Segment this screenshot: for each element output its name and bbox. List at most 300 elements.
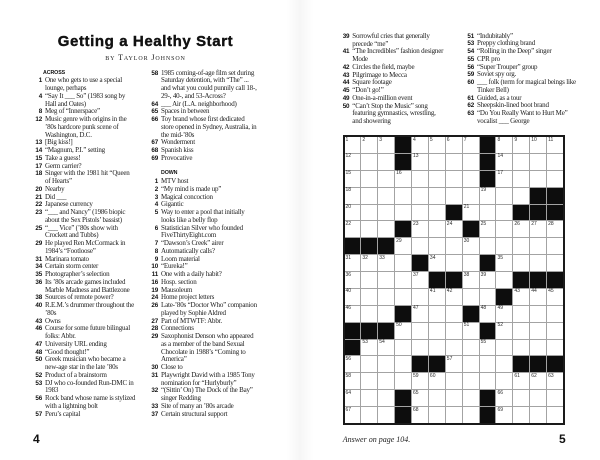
grid-cell <box>480 306 496 322</box>
clue-number: 53 <box>467 40 474 48</box>
down-clue <box>147 302 258 318</box>
clue-number: 1 <box>38 77 42 85</box>
grid-cell <box>446 154 462 170</box>
clue-number: 19 <box>151 286 158 294</box>
clue-text: Gigantic <box>161 200 184 209</box>
grid-cell <box>496 306 512 322</box>
grid-cell <box>361 221 377 237</box>
clue-text: Hosp. section <box>161 277 197 286</box>
grid-cell <box>547 154 563 170</box>
black-square <box>412 356 428 372</box>
clue-number: 61 <box>467 94 474 102</box>
black-square <box>496 289 512 305</box>
clue-number: 65 <box>151 108 158 116</box>
grid-cell <box>361 289 377 305</box>
clue-number: 16 <box>151 278 158 286</box>
cell-number: 22 <box>345 220 352 227</box>
cell-number: 33 <box>379 254 385 261</box>
clue-text: “The Incredibles” fashion designer Mode <box>352 47 444 64</box>
grid-cell <box>345 171 361 187</box>
grid-cell <box>463 356 479 372</box>
grid-cell <box>496 137 512 153</box>
grid-cell <box>530 255 546 271</box>
cell-number: 15 <box>345 170 352 177</box>
grid-cell <box>361 306 377 322</box>
grid-cell <box>530 289 546 305</box>
grid-cell <box>530 390 546 406</box>
cell-number: 44 <box>531 288 537 295</box>
black-square <box>395 390 411 406</box>
clue-text: Music genre with origins in the ’80s hardcore punk scene of Washington, D.C. <box>45 115 127 139</box>
grid-cell <box>496 272 512 288</box>
cell-number: 12 <box>345 153 352 160</box>
grid-cell <box>446 221 462 237</box>
clue-number: 8 <box>38 108 42 116</box>
cell-number: 46 <box>345 305 352 312</box>
black-square <box>345 238 361 254</box>
cell-number: 43 <box>514 288 520 295</box>
grid-cell <box>345 188 361 204</box>
grid-cell <box>412 205 428 221</box>
down-clue <box>463 110 578 126</box>
grid-cell <box>547 137 563 153</box>
black-square <box>361 323 377 339</box>
grid-cell <box>547 171 563 187</box>
cell-number: 39 <box>480 271 487 278</box>
grid-cell <box>361 154 377 170</box>
across-clue <box>31 240 136 256</box>
clue-text: “Do You Really Want to Hurt Me” vocalist ___ George <box>477 109 568 125</box>
clue-text: Toy brand whose first dedicated store opened in Sydney, Australia, in the mid-’80s <box>161 115 257 139</box>
clue-text: Site of many an ’80s arcade <box>161 401 234 410</box>
black-square <box>463 221 479 237</box>
clue-text: Way to enter a pool that initially looks like a belly flop <box>161 208 245 224</box>
black-square <box>395 221 411 237</box>
clue-text: Rock band whose name is stylized with a lightning bolt <box>45 394 136 410</box>
cell-number: 26 <box>514 220 520 227</box>
grid-cell <box>395 255 411 271</box>
grid-cell <box>429 390 445 406</box>
clue-text: “Eureka!” <box>161 262 188 271</box>
clue-text: One who gets to use a special lounge, perhaps <box>45 76 123 93</box>
across-clue <box>147 116 258 139</box>
clue-column-3 <box>338 33 445 126</box>
grid-cell <box>345 407 361 423</box>
grid-cell <box>395 171 411 187</box>
black-square <box>395 407 411 423</box>
grid-cell <box>378 373 394 389</box>
grid-cell <box>345 154 361 170</box>
grid-cell <box>412 323 428 339</box>
cell-number: 3 <box>379 136 383 143</box>
clue-number: 64 <box>151 100 158 108</box>
grid-cell <box>429 171 445 187</box>
grid-cell <box>429 137 445 153</box>
cell-number: 18 <box>345 187 352 194</box>
grid-cell <box>361 171 377 187</box>
cell-number: 68 <box>413 406 419 413</box>
clue-text: “Say It ___ So” (1983 song by Hall and Oates) <box>45 91 126 108</box>
grid-cell <box>446 340 462 356</box>
puzzle-title: Getting a Healthy Start <box>57 33 234 50</box>
grid-cell <box>496 154 512 170</box>
clue-text: Sheepskin-lined boot brand <box>477 101 549 110</box>
cell-number: 56 <box>345 355 352 362</box>
black-square <box>513 272 529 288</box>
clue-text: Late-’80s “Doctor Who” companion played by Sophie Aldred <box>161 301 257 317</box>
across-clue <box>31 279 136 295</box>
down-clue <box>147 209 258 225</box>
grid-cell <box>361 272 377 288</box>
cell-number: 37 <box>413 271 419 278</box>
grid-cell <box>361 255 377 271</box>
black-square <box>480 171 496 187</box>
grid-cell <box>446 390 462 406</box>
clue-text: “Super Trouper” group <box>477 62 538 71</box>
page-number: 4 <box>33 431 40 446</box>
grid-cell <box>480 238 496 254</box>
clue-text: Wonderment <box>161 138 195 147</box>
down-heading: DOWN <box>161 170 178 177</box>
cell-number: 38 <box>463 271 470 278</box>
grid-cell <box>547 306 563 322</box>
grid-cell <box>429 238 445 254</box>
clue-text: Home project letters <box>161 293 215 302</box>
across-clue <box>31 302 136 318</box>
clue-column-1 <box>31 70 136 419</box>
clue-text: Magical concoction <box>161 192 213 201</box>
clue-text: [Big kiss!] <box>45 138 73 147</box>
cell-number: 23 <box>413 220 419 227</box>
clue-number: 62 <box>467 102 474 110</box>
cell-number: 19 <box>480 187 487 194</box>
clue-number: 51 <box>467 32 474 40</box>
cell-number: 36 <box>345 271 352 278</box>
clue-number: 56 <box>35 395 42 403</box>
grid-cell <box>361 390 377 406</box>
grid-cell <box>412 221 428 237</box>
black-square <box>513 356 529 372</box>
clue-text: Germ carrier? <box>45 161 82 170</box>
clue-text: R.E.M.’s drummer throughout the ’80s <box>45 301 135 317</box>
clue-text: Certain storm center <box>45 262 99 271</box>
grid-cell <box>361 188 377 204</box>
clue-number: 48 <box>35 348 42 356</box>
across-clue <box>31 116 136 139</box>
cell-number: 58 <box>345 372 352 379</box>
grid-cell <box>513 306 529 322</box>
clue-number: 17 <box>35 162 42 170</box>
grid-cell <box>378 137 394 153</box>
grid-cell <box>395 205 411 221</box>
grid-cell <box>412 171 428 187</box>
grid-cell <box>446 238 462 254</box>
cell-number: 21 <box>463 204 470 211</box>
clue-text: Singer with the 1981 hit “Queen of Hearts” <box>45 169 130 186</box>
grid-cell <box>463 272 479 288</box>
grid-cell <box>378 255 394 271</box>
grid-cell <box>480 373 496 389</box>
grid-cell <box>513 340 529 356</box>
across-clue-list-part-2 <box>147 70 258 163</box>
down-clue <box>147 372 258 388</box>
grid-cell <box>513 154 529 170</box>
clue-text: Soviet spy org. <box>477 70 517 79</box>
clue-number: 50 <box>35 356 42 364</box>
clue-number: 30 <box>151 364 158 372</box>
clue-number: 25 <box>35 224 42 232</box>
black-square <box>513 205 529 221</box>
cell-number: 52 <box>497 322 504 329</box>
clue-number: 49 <box>342 94 350 102</box>
clue-text: “Indubitably” <box>477 31 513 40</box>
clue-number: 12 <box>35 116 42 124</box>
clue-number: 41 <box>342 48 350 56</box>
grid-cell <box>513 289 529 305</box>
clue-number: 45 <box>342 87 350 95</box>
grid-cell <box>395 289 411 305</box>
grid-cell <box>378 171 394 187</box>
clue-text: Provocative <box>161 153 193 162</box>
clue-number: 29 <box>35 240 42 248</box>
clue-column-4 <box>463 33 578 126</box>
cell-number: 1 <box>345 136 349 143</box>
grid-cell <box>513 373 529 389</box>
clue-number: 28 <box>151 325 158 333</box>
clue-number: 4 <box>154 201 158 209</box>
cell-number: 57 <box>446 355 453 362</box>
cell-number: 53 <box>362 339 368 346</box>
grid-cell <box>480 289 496 305</box>
grid-cell <box>361 373 377 389</box>
grid-cell <box>530 154 546 170</box>
grid-cell <box>496 340 512 356</box>
clue-text: “Don’t go!” <box>352 86 384 95</box>
clue-text: “___ and Nancy” (1986 biopic about the Sex Pistols’ bassist) <box>45 208 126 224</box>
across-clue <box>31 356 136 372</box>
black-square <box>480 407 496 423</box>
grid-cell <box>530 221 546 237</box>
cell-number: 59 <box>413 372 419 379</box>
clue-text: One with a daily habit? <box>161 270 222 279</box>
cell-number: 29 <box>396 237 402 244</box>
clue-number: 10 <box>151 263 158 271</box>
grid-cell <box>496 356 512 372</box>
grid-cell <box>496 373 512 389</box>
grid-cell <box>446 306 462 322</box>
cell-number: 64 <box>345 389 352 396</box>
cell-number: 27 <box>531 220 537 227</box>
clue-number: 38 <box>35 294 42 302</box>
cell-number: 6 <box>446 136 450 143</box>
answer-note: Answer on page 104. <box>342 434 411 444</box>
clue-number: 20 <box>35 185 42 193</box>
grid-cell <box>361 340 377 356</box>
down-clue <box>463 79 578 95</box>
grid-cell <box>446 323 462 339</box>
cell-number: 50 <box>396 322 402 329</box>
clue-number: 31 <box>35 255 42 263</box>
grid-cell <box>463 289 479 305</box>
clue-number: 54 <box>467 48 474 55</box>
cell-number: 55 <box>480 339 487 346</box>
down-clue-list-part-1 <box>147 178 258 418</box>
clue-text: “Good thought!” <box>45 347 90 356</box>
down-clue <box>338 33 445 49</box>
clue-text: “Magnum, P.I.” setting <box>45 146 105 155</box>
down-clue <box>338 48 445 64</box>
clue-text: 1985 coming-of-age film set during Saturday detention, with “The” ... and what you could punnily call 18-, 29-, 40-, and 53-Across? <box>161 68 257 100</box>
across-clue <box>31 225 136 241</box>
clue-number: 42 <box>342 63 350 71</box>
grid-cell <box>463 255 479 271</box>
black-square <box>480 137 496 153</box>
grid-cell <box>446 171 462 187</box>
right-page <box>300 0 600 460</box>
black-square <box>530 272 546 288</box>
clue-number: 15 <box>35 154 42 162</box>
clue-number: 13 <box>35 139 42 147</box>
cell-number: 61 <box>514 372 520 379</box>
clue-number: 43 <box>342 71 350 79</box>
clue-text: Meg of “Innerspace” <box>45 107 100 116</box>
clue-number: 46 <box>35 325 42 333</box>
grid-cell <box>513 238 529 254</box>
clue-number: 18 <box>35 170 42 178</box>
clue-number: 35 <box>35 271 42 279</box>
clue-number: 24 <box>151 294 158 302</box>
clue-text: Loom material <box>161 254 200 263</box>
clue-text: Certain structural support <box>161 409 228 418</box>
black-square <box>547 272 563 288</box>
grid-cell <box>429 340 445 356</box>
clue-number: 7 <box>154 240 158 248</box>
grid-cell <box>429 407 445 423</box>
grid-cell <box>446 137 462 153</box>
grid-cell <box>463 137 479 153</box>
grid-cell <box>378 306 394 322</box>
grid-cell <box>530 407 546 423</box>
grid-cell <box>395 188 411 204</box>
clue-number: 34 <box>35 263 42 271</box>
grid-cell <box>345 272 361 288</box>
grid-cell <box>412 373 428 389</box>
grid-cell <box>547 407 563 423</box>
black-square <box>345 340 361 356</box>
grid-cell <box>547 340 563 356</box>
grid-cell <box>429 373 445 389</box>
across-clue-list-part-1 <box>31 77 136 418</box>
cell-number: 14 <box>497 153 504 160</box>
clue-text: CPR pro <box>477 54 500 63</box>
across-clue <box>147 70 258 101</box>
clue-text: Marinara tomato <box>45 254 89 263</box>
clue-number: 50 <box>342 102 350 110</box>
grid-cell <box>513 255 529 271</box>
black-square <box>547 356 563 372</box>
down-clue <box>147 411 258 419</box>
black-square <box>547 205 563 221</box>
grid-cell <box>378 390 394 406</box>
black-square <box>361 238 377 254</box>
cell-number: 10 <box>531 136 537 143</box>
cell-number: 17 <box>497 170 504 177</box>
clue-text: Owns <box>45 316 61 325</box>
across-clue <box>31 380 136 396</box>
cell-number: 41 <box>429 288 436 295</box>
grid-cell <box>496 188 512 204</box>
cell-number: 5 <box>429 136 433 143</box>
clue-text: Automatically calls? <box>161 246 215 255</box>
clue-number: 36 <box>35 278 42 286</box>
clue-number: 11 <box>151 271 158 279</box>
grid-cell <box>496 205 512 221</box>
grid-cell <box>429 289 445 305</box>
clue-text: Photographer’s selection <box>45 270 110 279</box>
grid-cell <box>496 390 512 406</box>
clue-text: Spaces in between <box>161 107 210 116</box>
grid-cell <box>412 188 428 204</box>
black-square <box>480 390 496 406</box>
grid-cell <box>345 306 361 322</box>
clue-text: Did ___ <box>45 192 67 201</box>
clue-number: 37 <box>151 410 158 418</box>
clue-number: 22 <box>35 201 42 209</box>
across-clue <box>147 155 258 163</box>
clue-text: He played Ren McCormack in 1984’s “Footloose” <box>45 239 126 255</box>
clue-number: 31 <box>151 371 158 379</box>
clue-text: Course for some future bilingual folks: Abbr. <box>45 324 130 341</box>
clue-number: 2 <box>154 185 158 193</box>
clue-text: Sorrowful cries that generally precede “me” <box>352 31 430 48</box>
clue-number: 47 <box>35 340 42 348</box>
cell-number: 66 <box>497 389 504 396</box>
grid-cell <box>345 373 361 389</box>
grid-cell <box>496 323 512 339</box>
grid-cell <box>412 407 428 423</box>
grid-cell <box>446 188 462 204</box>
clue-text: “Can’t Stop the Music” song featuring gymnastics, wrestling, and showering <box>352 101 436 126</box>
grid-cell <box>463 373 479 389</box>
grid-cell <box>496 171 512 187</box>
grid-cell <box>361 407 377 423</box>
cell-number: 63 <box>548 372 554 379</box>
cell-number: 13 <box>413 153 419 160</box>
grid-cell <box>429 154 445 170</box>
grid-cell <box>378 272 394 288</box>
cell-number: 4 <box>413 136 416 143</box>
grid-cell <box>345 255 361 271</box>
grid-cell <box>547 289 563 305</box>
clue-text: “(Sittin’ On) The Dock of the Bay” singer Redding <box>161 386 253 403</box>
grid-cell <box>446 407 462 423</box>
grid-cell <box>429 306 445 322</box>
clue-number: 53 <box>35 379 42 387</box>
clue-number: 55 <box>467 55 474 63</box>
clue-text: “___ Vice” (’80s show with Crockett and Tubbs) <box>45 223 118 240</box>
cell-number: 60 <box>429 372 436 379</box>
byline: by Taylor Johnson <box>105 52 186 62</box>
clue-text: “Dawson’s Creek” airer <box>161 239 224 248</box>
grid-cell <box>496 255 512 271</box>
black-square <box>429 356 445 372</box>
clue-text: Greek musician who became a new-age star in the late ’80s <box>45 355 126 372</box>
grid-cell <box>429 323 445 339</box>
grid-cell <box>496 407 512 423</box>
grid-cell <box>446 356 462 372</box>
clue-number: 1 <box>154 178 158 186</box>
cell-number: 48 <box>480 305 487 312</box>
